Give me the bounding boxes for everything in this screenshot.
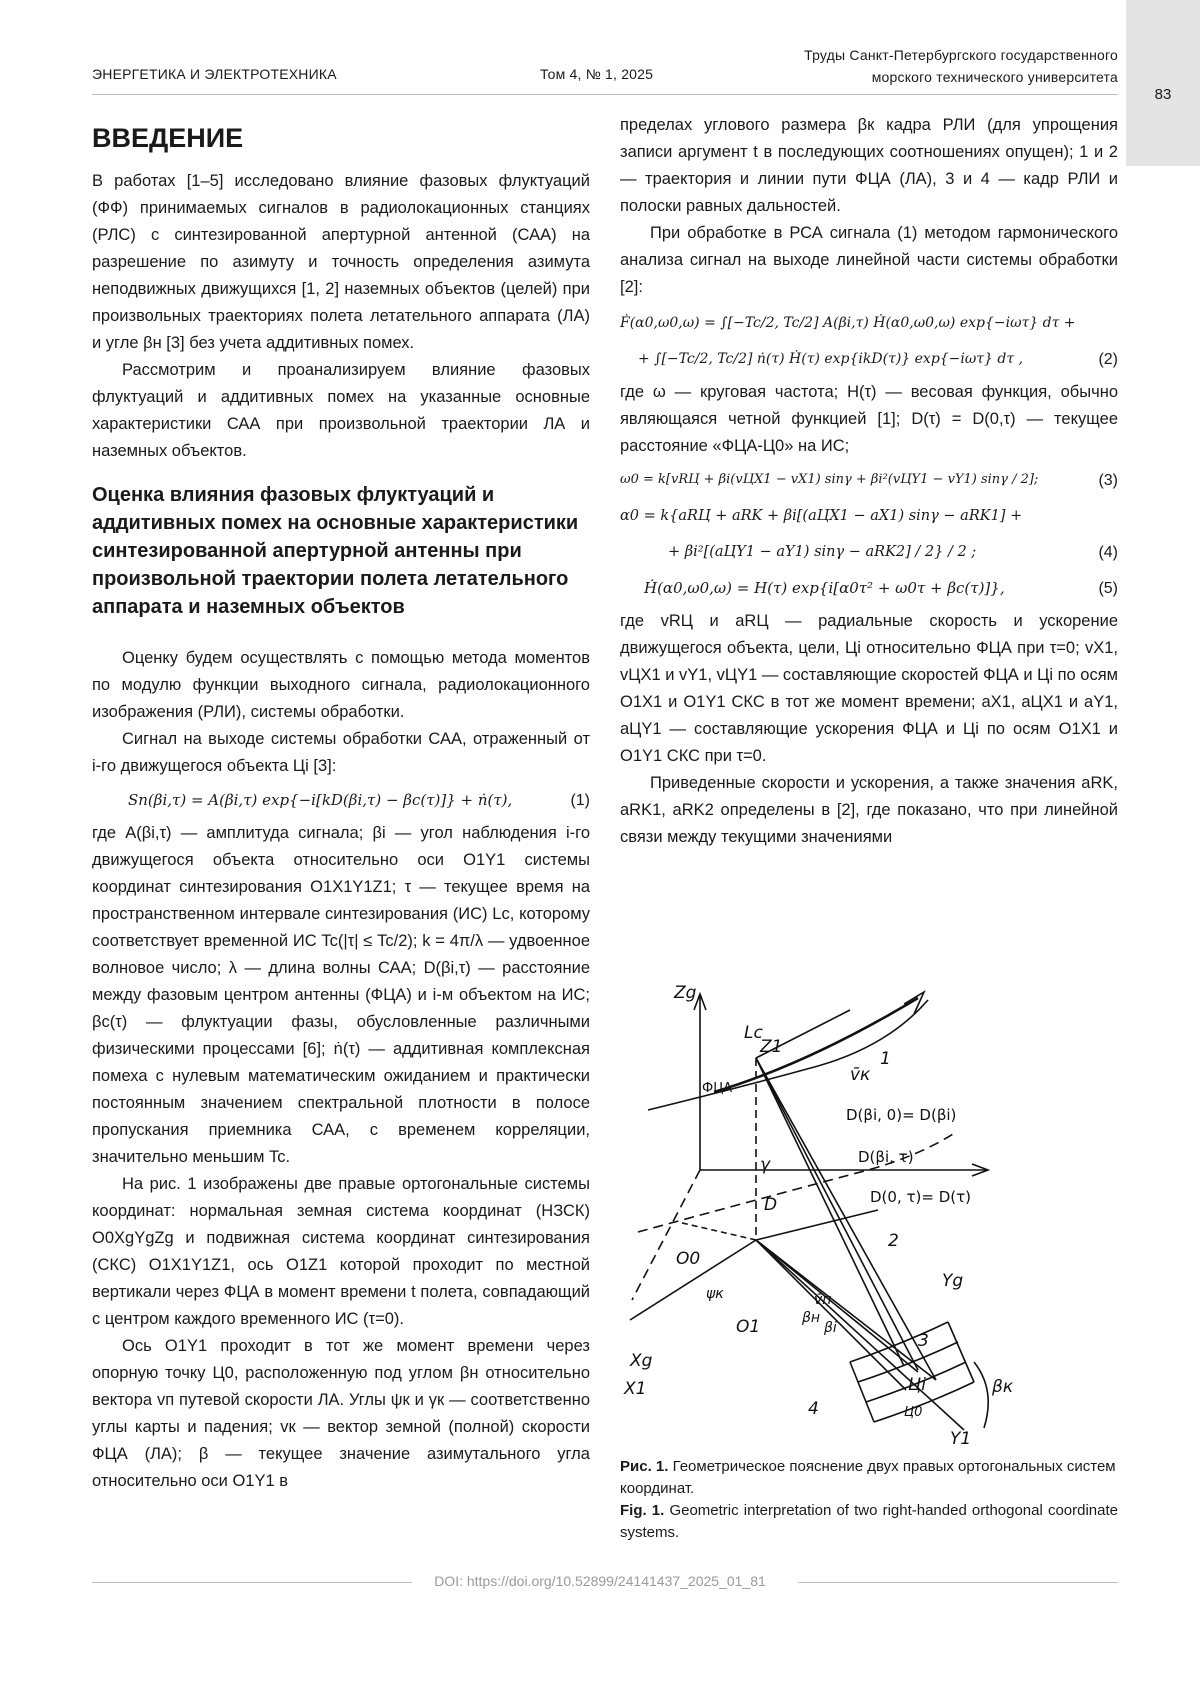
- psi-line: [678, 1222, 756, 1240]
- trajectory-arrow: [904, 992, 924, 1014]
- paragraph: Оценку будем осуществлять с помощью метода моментов по модулю функции выходного сигнала, радиолокационного изображения (РЛИ), системы обработки.: [92, 645, 590, 726]
- equation-4-line-1: α0 = k{aRЦ + aRK + βi[(aЦX1 − aX1) sinγ − aRK1] +: [620, 500, 1118, 532]
- label-1: 1: [880, 1049, 891, 1069]
- equation-3: [620, 464, 1118, 496]
- label-4: 4: [808, 1399, 819, 1419]
- label-d0: D(βi, 0)= D(βi): [846, 1106, 956, 1124]
- label-yg: Yg: [942, 1271, 963, 1291]
- label-o1: O1: [736, 1317, 760, 1337]
- publisher: [700, 44, 1118, 88]
- caption-ru: [620, 1456, 1118, 1500]
- page-number: 83: [1126, 86, 1200, 103]
- label-x1: X1: [623, 1379, 646, 1399]
- label-fca: ФЦА: [702, 1081, 732, 1096]
- frame-edge: [850, 1362, 874, 1422]
- slant-range-line: [756, 1058, 918, 1370]
- label-c0: Ц0: [904, 1405, 922, 1420]
- equation-1-number: (1): [570, 787, 590, 814]
- paragraph: При обработке в РСА сигнала (1) методом гармонического анализа сигнал на выходе линейной части системы обработки [2]:: [620, 220, 1118, 301]
- paragraph: где vRЦ и aRЦ — радиальные скорость и ускорение движущегося объекта, цели, Цi относительно ФЦА при τ=0; vX1, vЦX1 и vY1, vЦY1 — составляющие скоростей ФЦА и Цi по осям O1X1 и O1Y1 СКС в тот же момент времени; aX1, aЦX1 и aY1, aЦY1 — составляющие ускорения ФЦА и Цi по осям O1X1 и O1Y1 СКС при τ=0.: [620, 608, 1118, 770]
- paragraph: Приведенные скорости и ускорения, а также значения aRK, aRK1, aRK2 определены в [2], где показано, что при линейной связи между текущими значениями: [620, 770, 1118, 851]
- label-psi: ψк: [706, 1286, 724, 1302]
- journal-section: ЭНЕРГЕТИКА И ЭЛЕКТРОТЕХНИКА: [92, 66, 337, 82]
- label-dt: D(βi, τ): [858, 1148, 914, 1166]
- synthesis-interval: [714, 998, 918, 1092]
- label-vp: v̄п: [814, 1292, 831, 1308]
- label-bi: βi: [823, 1320, 837, 1336]
- beta-k-arc: [974, 1362, 988, 1428]
- paragraph: где ω — круговая частота; H(τ) — весовая функция, обычно являющаяся четной функцией [1]; D(τ) = D(0,τ) — текущее расстояние «ФЦА-Ц0» на ИС;: [620, 379, 1118, 460]
- equation-5-number: (5): [1098, 575, 1118, 602]
- figure-caption: [620, 1456, 1118, 1544]
- label-vk: v̄к: [850, 1065, 871, 1085]
- page-number-tab: [1126, 0, 1200, 166]
- ray-line: [756, 1240, 906, 1390]
- label-D: D: [764, 1195, 777, 1215]
- label-y1: Y1: [950, 1429, 971, 1448]
- paragraph: Сигнал на выходе системы обработки САА, отраженный от i-го движущегося объекта Цi [3]:: [92, 726, 590, 780]
- doi-link[interactable]: DOI: https://doi.org/10.52899/24141437_2025_01_81: [0, 1573, 1200, 1589]
- equation-3-body: ω0 = k[vRЦ + βi(vЦX1 − vX1) sinγ + βi²(vЦY1 − vY1) sinγ / 2];: [620, 464, 1038, 496]
- label-bk: βк: [991, 1377, 1014, 1397]
- caption-ru-label: Рис. 1.: [620, 1458, 668, 1475]
- y1-axis: [756, 1240, 964, 1430]
- equation-1: [92, 784, 590, 816]
- paragraph: Ось O1Y1 проходит в тот же момент времени через опорную точку Ц0, расположенную под углом βн относительно вектора vп путевой скорости ЛА. Углы ψк и γк — соответственно углы карты и падения; vк — вектор земной (полной) скорости ФЦА (ЛА); β — текущее значение азимутального угла относительно оси O1Y1 в: [92, 1333, 590, 1495]
- figure-coordinate-systems: [618, 970, 1118, 1448]
- label-xg: Xg: [629, 1351, 653, 1371]
- caption-en: [620, 1500, 1118, 1544]
- caption-ru-text: Геометрическое пояснение двух правых ортогональных систем координат.: [620, 1458, 1116, 1497]
- section-heading: Оценка влияния фазовых флуктуаций и аддитивных помех на основные характеристики синтезированной апертурной антенны при произвольной траектории полета летательного аппарата и наземных объектов: [92, 481, 590, 621]
- volume-issue: Том 4, № 1, 2025: [540, 66, 653, 82]
- caption-en-label: Fig. 1.: [620, 1502, 664, 1519]
- paragraph: В работах [1–5] исследовано влияние фазовых флуктуаций (ФФ) принимаемых сигналов в радиолокационных станциях (РЛС) с синтезированной апертурной антенной (САА) на разрешение по азимуту и точность определения азимута неподвижных движущихся [1, 2] наземных объектов (целей) при произвольных траекториях полета летательного аппарата (ЛА) и угле βн [3] без учета аддитивных помех.: [92, 168, 590, 357]
- equation-5: [620, 572, 1118, 604]
- label-lc: Lc: [744, 1023, 763, 1043]
- label-3: 3: [918, 1331, 929, 1351]
- equation-4: [620, 536, 1118, 568]
- paragraph: пределах углового размера βк кадра РЛИ (для упрощения записи аргумент t в последующих соотношениях опущен); 1 и 2 — траектория и линии пути ФЦА (ЛА), 3 и 4 — кадр РЛИ и полоски равных дальностей.: [620, 112, 1118, 220]
- header-rule: [92, 94, 1118, 95]
- label-d0t: D(0, τ)= D(τ): [870, 1188, 971, 1206]
- label-zg: Zg: [673, 983, 697, 1003]
- equation-2-number: (2): [1098, 346, 1118, 373]
- publisher-line-1: Труды Санкт-Петербургского государственного: [700, 44, 1118, 66]
- equation-4-number: (4): [1098, 539, 1118, 566]
- equation-3-number: (3): [1098, 467, 1118, 494]
- equation-1-body: Sn(βi,τ) = A(βi,τ) exp{−i[kD(βi,τ) − βc(τ)]} + ṅ(τ),: [128, 784, 512, 816]
- right-column: [620, 112, 1118, 851]
- caption-en-text: Geometric interpretation of two right-handed orthogonal coordinate systems.: [620, 1502, 1118, 1541]
- equation-2: [620, 343, 1118, 375]
- ray-line: [756, 1240, 918, 1372]
- label-o0: O0: [676, 1249, 700, 1269]
- paragraph: Рассмотрим и проанализируем влияние фазовых флуктуаций и аддитивных помех на указанные основные характеристики САА при произвольной траектории ЛА и наземных объектов.: [92, 357, 590, 465]
- label-ci: Цi: [908, 1375, 926, 1395]
- frame-edge: [948, 1322, 974, 1382]
- paragraph: На рис. 1 изображены две правые ортогональные системы координат: нормальная земная система координат (НЗСК) O0XgYgZg и подвижная система координат синтезирования (СКС) O1X1Y1Z1, ось O1Z1 которой проходит по местной вертикали через ФЦА в момент времени t полета, совпадающий с центром каждого временного ИС (τ=0).: [92, 1171, 590, 1333]
- label-z1: Z1: [759, 1037, 782, 1057]
- label-bn: βн: [801, 1310, 820, 1326]
- equation-4-line-2: + βi²[(aЦY1 − aY1) sinγ − aRK2] / 2} / 2 ;: [668, 536, 976, 568]
- equation-5-body: Ḣ(α0,ω0,ω) = H(τ) exp{i[α0τ² + ω0τ + βc(τ)]},: [644, 572, 1005, 604]
- equation-2-line-2: + ∫[−Tc/2, Tc/2] ṅ(τ) Ḣ(τ) exp{ikD(τ)} exp{−iωτ} dτ ,: [638, 343, 1023, 375]
- label-gamma: γ: [760, 1155, 771, 1175]
- section-heading-intro: ВВЕДЕНИЕ: [92, 118, 590, 158]
- paragraph: где A(βi,τ) — амплитуда сигнала; βi — угол наблюдения i-го движущегося объекта относительно оси O1Y1 системы координат синтезирования O1X1Y1Z1; τ — текущее время на пространственном интервале синтезирования (ИС) Lc, которому соответствует временной ИС Tc(|τ| ≤ Tc/2); k = 4π/λ — удвоенное волновое число; λ — длина волны САА; D(βi,τ) — расстояние между фазовым центром антенны (ФЦА) и i-м объектом на ИС; βc(τ) — флуктуации фазы, обусловленные различными физическими процессами [6]; ṅ(τ) — аддитивная комплексная помеха с нулевым математическим ожиданием и практически постоянным значением спектральной плотности в полосе пропускания приемника САА, с временем корреляции, значительно меньшим Tc.: [92, 820, 590, 1171]
- label-2: 2: [888, 1231, 899, 1251]
- publisher-line-2: морского технического университета: [700, 66, 1118, 88]
- xg-axis: [632, 1170, 700, 1300]
- left-column: [92, 118, 590, 1495]
- equation-2-line-1: Ḟ(α0,ω0,ω) = ∫[−Tc/2, Tc/2] A(βi,τ) Ḣ(α0,ω0,ω) exp{−iωτ} dτ +: [620, 307, 1118, 339]
